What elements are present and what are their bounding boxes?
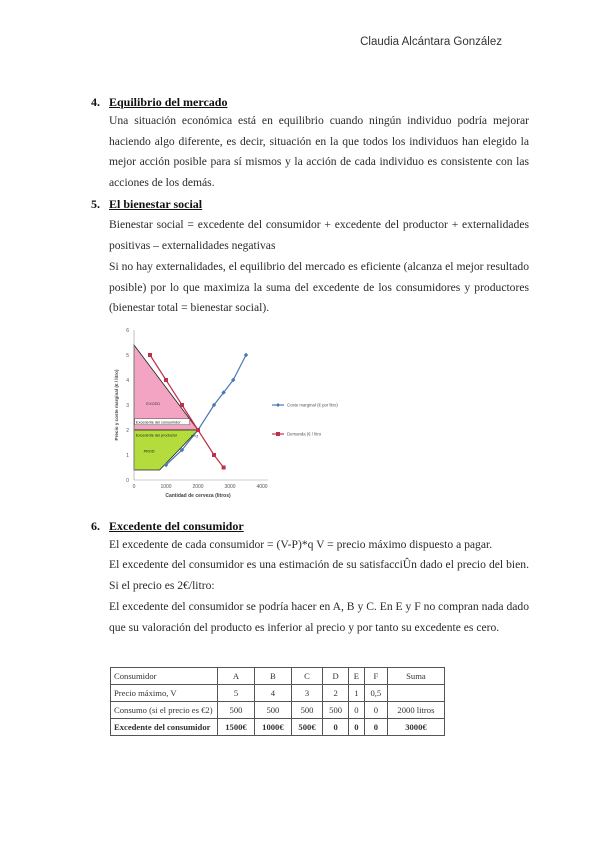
section-6-paragraph-3: El excedente del consumidor se podría hacer en A, B y C. En E y F no compran nada dado que su valoración del producto es inferior al precio y por tanto su excedente es cero. [109, 600, 529, 634]
table-row [111, 702, 445, 719]
table-header-cell: B [254, 668, 291, 685]
section-6-title-text: Excedente del consumidor [109, 519, 244, 533]
table-header-cell: A [218, 668, 255, 685]
legend-demand-marker [276, 432, 280, 436]
table-cell: 1000€ [254, 719, 291, 736]
y-tick-label: 5 [126, 353, 129, 359]
section-5-title [91, 197, 202, 212]
section-6-paragraph-1: El excedente de cada consumidor = (V-P)*q V = precio máximo dispuesto a pagar. [109, 538, 493, 551]
consumer-surplus-label: EXCED [146, 401, 161, 406]
table-header-row [111, 668, 445, 685]
table-cell: 1500€ [218, 719, 255, 736]
table-cell: 500€ [291, 719, 322, 736]
table-cell: 2000 litros [387, 702, 444, 719]
producer-surplus-annotation: Excedente del productor [135, 433, 178, 438]
table-header-cell: F [364, 668, 387, 685]
x-axis-label: Cantidad de cerveza (litros) [165, 493, 231, 499]
table-header-cell: Consumidor [111, 668, 218, 685]
table-cell: 0 [348, 719, 364, 736]
table-cell: Excedente del consumidor [111, 719, 218, 736]
section-4-title-text: Equilibrio del mercado [109, 95, 228, 109]
table-cell: 4 [254, 685, 291, 702]
y-tick-label: 4 [126, 378, 129, 384]
author-name: Claudia Alcántara González [360, 36, 502, 48]
section-6-number: 6. [91, 519, 100, 533]
table-row [111, 719, 445, 736]
table-cell: Precio máximo, V [111, 685, 218, 702]
table-cell: Consumo (si el precio es €2) [111, 702, 218, 719]
price-annotation: P=2 [191, 433, 199, 439]
y-tick-label: 2 [126, 428, 129, 434]
y-tick-label: 3 [126, 403, 129, 409]
demand-point [148, 353, 152, 357]
table-header-cell: C [291, 668, 322, 685]
producer-surplus-label: PROD [143, 449, 155, 454]
y-tick-label: 1 [126, 453, 129, 459]
table-header-cell: E [348, 668, 364, 685]
table-cell: 500 [254, 702, 291, 719]
y-tick-label: 0 [126, 478, 129, 484]
table-cell [387, 685, 444, 702]
section-5-paragraph-1: Bienestar social = excedente del consumidor + excedente del productor + externalidades positivas – externalidades negativas [109, 218, 529, 252]
section-4-paragraph: Una situación económica está en equilibrio cuando ningún individuo podría mejorar haciendo algo diferente, es decir, situación en la que todos los individuos han elegido la mejor acción posible para sí mismos y la acción de cada individuo es consistente con las acciones de los demás. [109, 114, 529, 189]
demand-point [212, 453, 216, 457]
table-cell: 2 [323, 685, 349, 702]
section-6-paragraph-2: El excedente del consumidor es una estimación de su satisfacciÛn dado el precio del bien. Si el precio es 2€/litro: [109, 558, 529, 592]
surplus-chart-svg [112, 322, 352, 504]
demand-point [222, 466, 226, 470]
consumer-surplus-table [110, 667, 445, 736]
y-axis-label: Precio y coste marginal (€ / litro) [114, 369, 119, 441]
section-5-paragraph-2: Si no hay externalidades, el equilibrio del mercado es eficiente (alcanza el mejor resultado posible) por lo que maximiza la suma del excedente de los consumidores y productores (bienestar total = bienestar social). [109, 260, 529, 314]
surplus-chart [112, 322, 352, 504]
table-cell: 3000€ [387, 719, 444, 736]
x-tick-label: 4000 [256, 484, 268, 490]
section-5-title-text: El bienestar social [109, 197, 203, 211]
table-header-cell: Suma [387, 668, 444, 685]
x-tick-label: 0 [132, 484, 136, 490]
y-tick-label: 6 [126, 328, 129, 334]
x-tick-label: 3000 [224, 484, 236, 490]
consumer-surplus-annotation: Excedente del consumidor [135, 420, 181, 425]
table-cell: 500 [323, 702, 349, 719]
demand-point [196, 428, 200, 432]
table-cell: 0,5 [364, 685, 387, 702]
x-tick-label: 1000 [160, 484, 172, 490]
table-header-cell: D [323, 668, 349, 685]
section-6-title [91, 519, 244, 534]
table-cell: 0 [364, 702, 387, 719]
table-cell: 0 [348, 702, 364, 719]
legend-demand-label: Demanda (€ / litro [287, 431, 322, 437]
section-5-number: 5. [91, 197, 100, 211]
table-row [111, 685, 445, 702]
table-cell: 0 [364, 719, 387, 736]
x-tick-label: 2000 [192, 484, 204, 490]
section-4-number: 4. [91, 95, 100, 109]
section-4-title [91, 95, 227, 110]
table-cell: 3 [291, 685, 322, 702]
demand-point [180, 403, 184, 407]
table-cell: 0 [323, 719, 349, 736]
legend-supply-label: Coste marginal (€ por litro) [287, 402, 338, 408]
table-cell: 500 [218, 702, 255, 719]
table-cell: 1 [348, 685, 364, 702]
demand-point [164, 378, 168, 382]
table-cell: 500 [291, 702, 322, 719]
table-cell: 5 [218, 685, 255, 702]
